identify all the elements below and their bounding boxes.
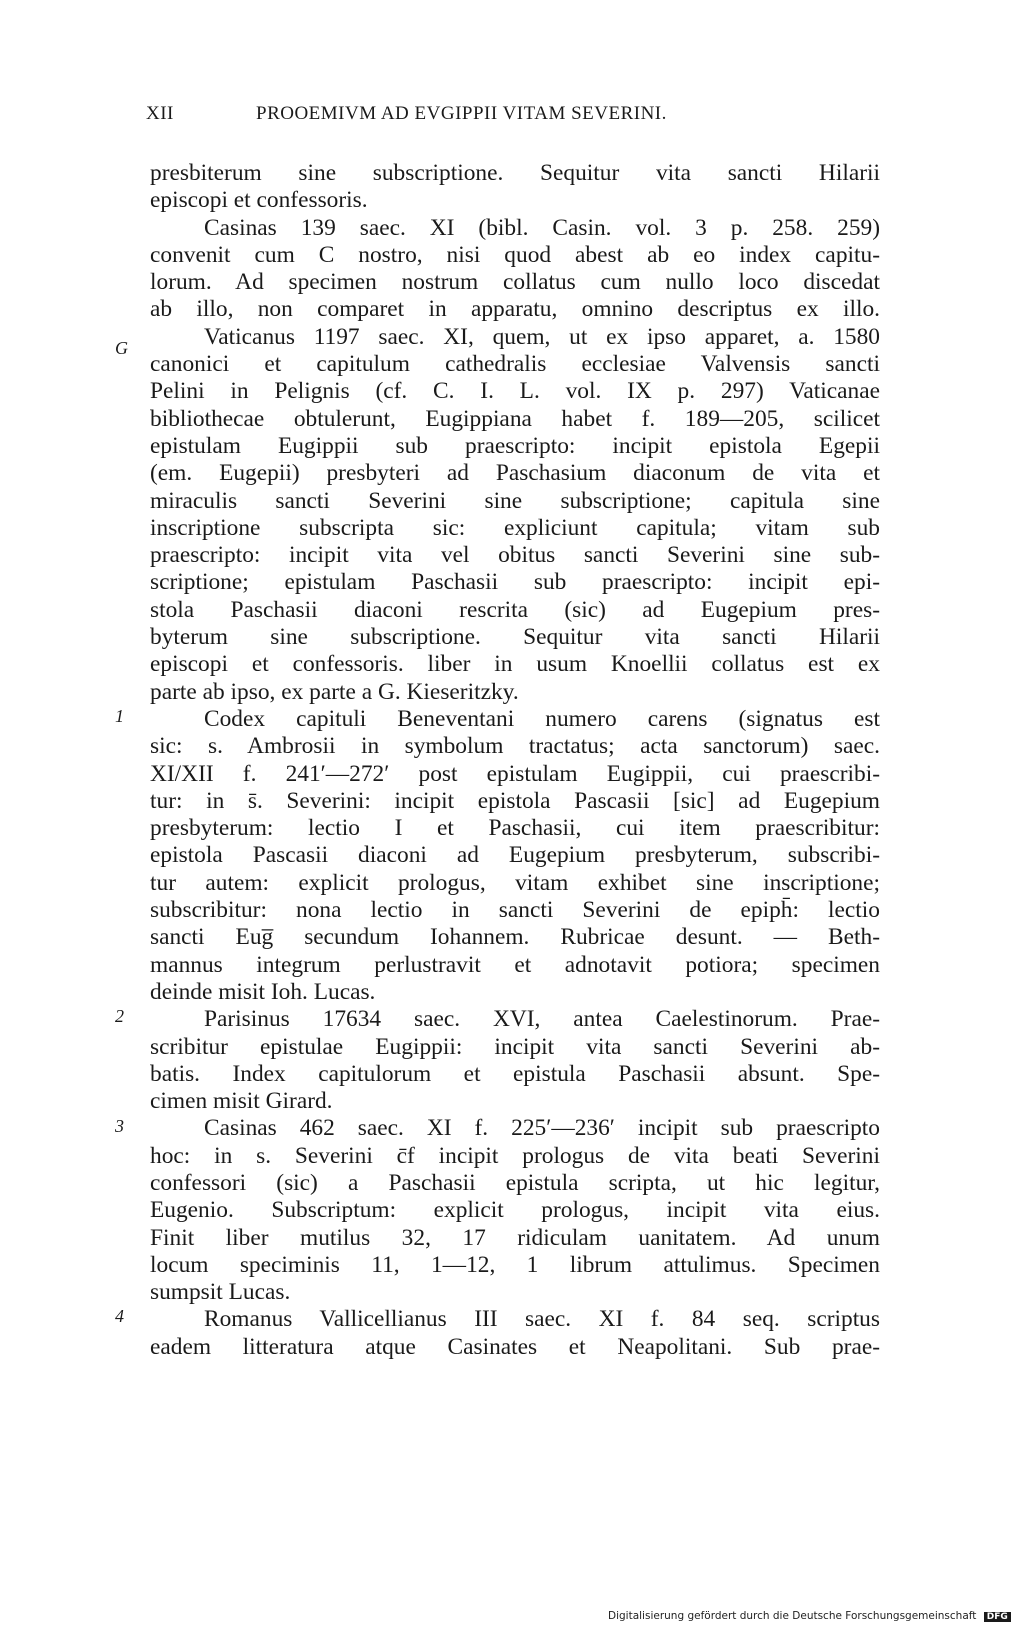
- body-text: [150, 160, 880, 1361]
- text-line: canonici et capitulum cathedralis ecclesiae Valvensis sancti: [150, 351, 880, 378]
- text-line: locum speciminis 11, 1—12, 1 librum attulimus. Specimen: [150, 1251, 880, 1278]
- text-line: hoc: in s. Severini c̄f incipit prologus de vita beati Severini: [150, 1142, 880, 1169]
- text-line: XI/XII f. 241′—272′ post epistulam Eugippii, cui praescribi-: [150, 760, 880, 787]
- text-line: deinde misit Ioh. Lucas.: [150, 978, 376, 1005]
- text-line: Casinas 462 saec. XI f. 225′—236′ incipit sub praescripto: [204, 1115, 880, 1142]
- text-line: tur autem: explicit prologus, vitam exhibet sine inscriptione;: [150, 869, 880, 896]
- margin-note-1: 1: [115, 706, 124, 726]
- text-line: Romanus Vallicellianus III saec. XI f. 84 seq. scriptus: [204, 1306, 880, 1333]
- text-line: confessori (sic) a Paschasii epistula scripta, ut hic legitur,: [150, 1169, 880, 1196]
- page-number: XII: [146, 103, 174, 124]
- text-line: Eugenio. Subscriptum: explicit prologus, incipit vita eius.: [150, 1197, 880, 1224]
- text-line: Pelini in Pelignis (cf. C. I. L. vol. IX p. 297) Vaticanae: [150, 378, 880, 405]
- running-title: PROOEMIVM AD EVGIPPII VITAM SEVERINI.: [256, 103, 667, 124]
- text-line: sic: s. Ambrosii in symbolum tractatus; acta sanctorum) saec.: [150, 733, 880, 760]
- text-line: stola Paschasii diaconi rescrita (sic) ad Eugepium pres-: [150, 596, 880, 623]
- text-line: epistulam Eugippii sub praescripto: incipit epistola Egepii: [150, 432, 880, 459]
- funding-footer: [608, 1610, 1008, 1622]
- margin-note-3: 3: [115, 1116, 124, 1136]
- text-line: Casinas 139 saec. XI (bibl. Casin. vol. 3 p. 258. 259): [204, 214, 880, 241]
- text-line: sancti Eug̅ secundum Iohannem. Rubricae desunt. — Beth-: [150, 924, 880, 951]
- text-line: praescripto: incipit vita vel obitus sancti Severini sine sub-: [150, 542, 880, 569]
- text-line: batis. Index capitulorum et epistula Paschasii absunt. Spe-: [150, 1060, 880, 1087]
- text-line: Codex capituli Beneventani numero carens (signatus est: [204, 705, 880, 732]
- text-line: byterum sine subscriptione. Sequitur vita sancti Hilarii: [150, 624, 880, 651]
- text-line: presbyterum: lectio I et Paschasii, cui item praescribitur:: [150, 815, 880, 842]
- text-line: bibliothecae obtulerunt, Eugippiana habet f. 189—205, scilicet: [150, 405, 880, 432]
- dfg-logo: DFG: [984, 1612, 1011, 1622]
- margin-note-4: 4: [115, 1306, 124, 1326]
- funding-text: Digitalisierung gefördert durch die Deutsche Forschungsgemeinschaft: [608, 1610, 977, 1622]
- text-line: tur: in s̄. Severini: incipit epistola Pascasii [sic] ad Eugepium: [150, 787, 880, 814]
- text-line: episcopi et confessoris. liber in usum Knoellii collatus est ex: [150, 651, 880, 678]
- margin-note-G: G: [115, 338, 128, 358]
- text-line: lorum. Ad specimen nostrum collatus cum nullo loco discedat: [150, 269, 880, 296]
- text-line: subscribitur: nona lectio in sancti Severini de epiph̄: lectio: [150, 897, 880, 924]
- text-line: ab illo, non comparet in apparatu, omnino descriptus ex illo.: [150, 296, 880, 323]
- text-line: presbiterum sine subscriptione. Sequitur vita sancti Hilarii: [150, 160, 880, 186]
- text-line: miraculis sancti Severini sine subscriptione; capitula sine: [150, 487, 880, 514]
- text-line: scriptione; epistulam Paschasii sub praescripto: incipit epi-: [150, 569, 880, 596]
- text-line: episcopi et confessoris.: [150, 187, 368, 214]
- text-line: Vaticanus 1197 saec. XI, quem, ut ex ipso apparet, a. 1580: [204, 323, 880, 350]
- text-line: eadem litteratura atque Casinates et Neapolitani. Sub prae-: [150, 1333, 880, 1360]
- text-line: convenit cum C nostro, nisi quod abest ab eo index capitu-: [150, 241, 880, 268]
- text-line: cimen misit Girard.: [150, 1088, 333, 1115]
- text-line: epistola Pascasii diaconi ad Eugepium presbyterum, subscribi-: [150, 842, 880, 869]
- margin-note-2: 2: [115, 1006, 124, 1026]
- text-line: scribitur epistulae Eugippii: incipit vita sancti Severini ab-: [150, 1033, 880, 1060]
- text-line: sumpsit Lucas.: [150, 1279, 291, 1306]
- text-line: inscriptione subscripta sic: expliciunt capitula; vitam sub: [150, 514, 880, 541]
- text-line: Finit liber mutilus 32, 17 ridiculam uanitatem. Ad unum: [150, 1224, 880, 1251]
- text-line: (em. Eugepii) presbyteri ad Paschasium diaconum de vita et: [150, 460, 880, 487]
- text-line: parte ab ipso, ex parte a G. Kieseritzky.: [150, 678, 519, 705]
- text-line: Parisinus 17634 saec. XVI, antea Caelestinorum. Prae-: [204, 1006, 880, 1033]
- text-line: mannus integrum perlustravit et adnotavit potiora; specimen: [150, 951, 880, 978]
